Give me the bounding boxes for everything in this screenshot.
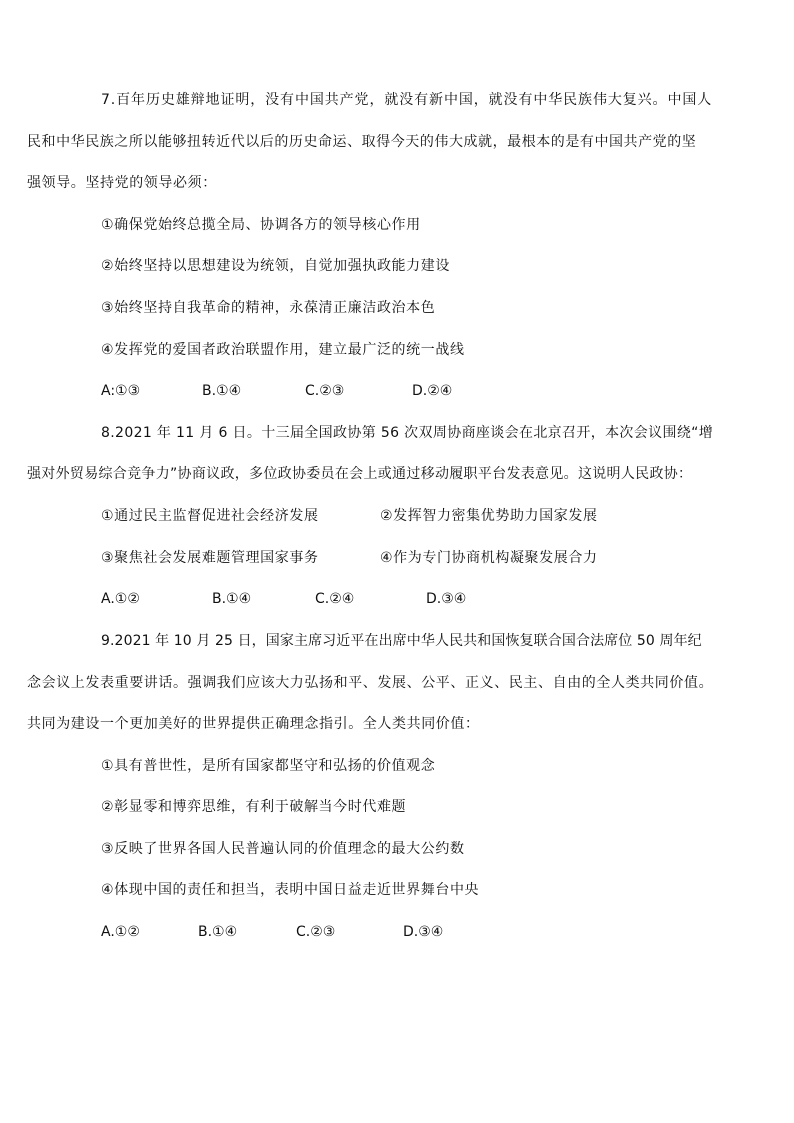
q8-choice-c: C.②④ [315,591,355,607]
q9-option-3: ③反映了世界各国人民普遍认同的价值理念的最大公约数 [101,841,465,857]
q8-stem-line-2: 强对外贸易综合竞争力”协商议政，多位政协委员在会上或通过移动履职平台发表意见。这说明人民政协： [27,466,693,482]
q9-stem-line-1: 9.2021 年 10 月 25 日，国家主席习近平在出席中华人民共和国恢复联合国合法席位 50 周年纪 [101,633,702,649]
q8-option-4: ④作为专门协商机构凝聚发展合力 [380,550,598,566]
q7-choice-b: B.①④ [202,383,242,399]
q9-option-1: ①具有普世性，是所有国家都坚守和弘扬的价值观念 [101,758,436,774]
q8-option-2: ②发挥智力密集优势助力国家发展 [380,508,598,524]
q7-choice-c: C.②③ [305,383,345,399]
q9-stem-line-2: 念会议上发表重要讲话。强调我们应该大力弘扬和平、发展、公平、正义、民主、自由的全人类共同价值。 [27,675,714,691]
q7-stem-line-2: 民和中华民族之所以能够扭转近代以后的历史命运、取得今天的伟大成就，最根本的是有中国共产党的坚 [27,134,697,150]
q7-option-2: ②始终坚持以思想建设为统领，自觉加强执政能力建设 [101,258,450,274]
q8-choice-a: A.①② [101,591,140,607]
q7-choice-d: D.②④ [412,383,453,399]
q9-choice-d: D.③④ [403,924,444,940]
q7-stem-line-3: 强领导。坚持党的领导必须： [27,175,217,191]
q8-choice-d: D.③④ [426,591,467,607]
q7-option-4: ④发挥党的爱国者政治联盟作用，建立最广泛的统一战线 [101,342,465,358]
q8-option-3: ③聚焦社会发展难题管理国家事务 [101,550,319,566]
q9-option-4: ④体现中国的责任和担当，表明中国日益走近世界舞台中央 [101,882,480,898]
q8-stem-line-1: 8.2021 年 11 月 6 日。十三届全国政协第 56 次双周协商座谈会在北京召开，本次会议围绕“增 [101,425,714,441]
q9-choice-a: A.①② [101,924,140,940]
q7-option-3: ③始终坚持自我革命的精神，永葆清正廉洁政治本色 [101,300,436,316]
q9-choice-b: B.①④ [198,924,238,940]
q9-stem-line-3: 共同为建设一个更加美好的世界提供正确理念指引。全人类共同价值： [27,716,480,732]
q9-option-2: ②彰显零和博弈思维，有利于破解当今时代难题 [101,799,407,815]
q9-choice-c: C.②③ [296,924,336,940]
q8-option-1: ①通过民主监督促进社会经济发展 [101,508,319,524]
q7-choice-a: A:①③ [101,383,141,399]
q7-stem-line-1: 7.百年历史雄辩地证明，没有中国共产党，就没有新中国，就没有中华民族伟大复兴。中国人 [101,92,713,108]
q8-choice-b: B.①④ [212,591,252,607]
q7-option-1: ①确保党始终总揽全局、协调各方的领导核心作用 [101,217,421,233]
